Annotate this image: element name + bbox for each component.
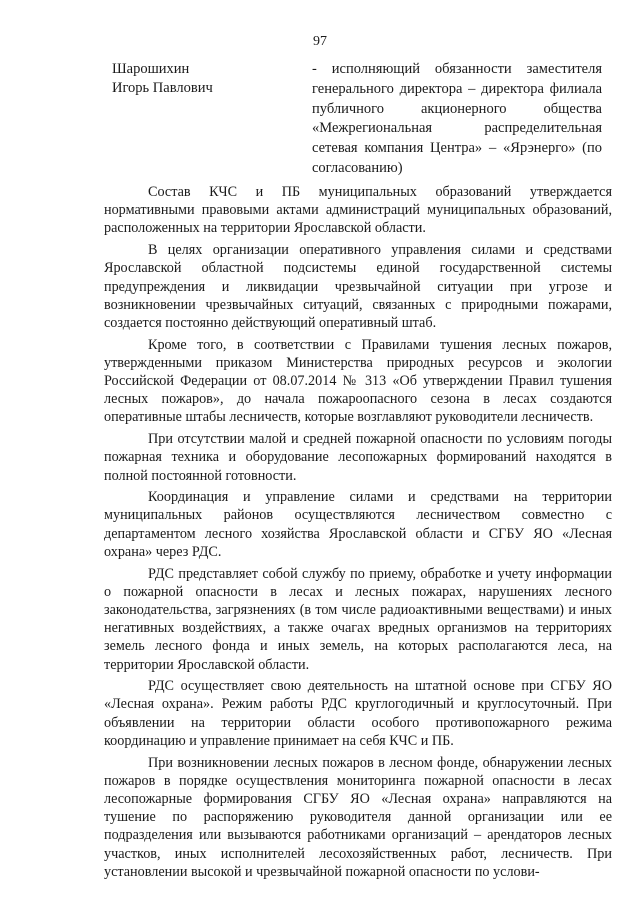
paragraph-commission-composition: Состав КЧС и ПБ муниципальных образований утверждается нормативными правовыми актами администраций муниципальных образований, расположенных на территории Ярославской области. (104, 184, 612, 237)
paragraph-forestry-headquarters: Кроме того, в соответствии с Правилами тушения лесных пожаров, утвержденными приказом Министерства природных ресурсов и экологии Российской Федерации от 08.07.2014 № 313 «Об утверждении Правил тушения лесных пожаров», до начала пожароопасного сезона в лесах создаются оперативные штабы лесничеств, которые возглавляют руководители лесничеств. (104, 336, 612, 426)
signatory-given-names: Игорь Павлович (112, 80, 213, 96)
body-text (104, 183, 612, 885)
paragraph-operational-headquarters: В целях организации оперативного управления силами и средствами Ярославской областной подсистемы единой государственной системы предупреждения и ликвидации чрезвычайной ситуации при угрозе и возникновении чрезвычайных ситуаций, связанных с природными пожарами, создается постоянно действующий оперативный штаб. (104, 242, 612, 331)
signatory-surname: Шарошихин (112, 61, 190, 77)
paragraph-rds-description: РДС представляет собой службу по приему, обработке и учету информации о пожарной опасности в лесах и лесных пожарах, нарушениях лесного законодательства, загрязнениях (в том числе радиоактивными веществами) и иных негативных воздействиях, а также очагах вредных организмов на территориях земель лесного фонда и иных земель, на которых располагаются леса, на территории Ярославской области. (104, 565, 612, 673)
paragraph-fire-response: При возникновении лесных пожаров в лесном фонде, обнаружении лесных пожаров в порядке осуществления мониторинга пожарной опасности в лесах лесопожарные формирования СГБУ ЯО «Лесная охрана» направляются на тушение по распоряжению руководителя данной организации или ее подразделения или вызываются работниками организаций – арендаторов лесных участков, иных исполнителей лесохозяйственных работ, лесничеств. При установлении высокой и чрезвычайной пожарной опасности по услови- (104, 754, 612, 880)
page-number: 97 (313, 34, 327, 49)
signatory-role: - исполняющий обязанности заместителя генерального директора – директора филиала публичного акционерного общества «Межрегиональная распределительная сетевая компания Центра» – «Ярэнерго» (по согласованию) (312, 61, 602, 176)
paragraph-coordination: Координация и управление силами и средствами на территории муниципальных районов осуществляются лесничеством совместно с департаментом лесного хозяйства Ярославской области и СГБУ ЯО «Лесная охрана» через РДС. (104, 489, 612, 560)
paragraph-low-fire-danger: При отсутствии малой и средней пожарной опасности по условиям погоды пожарная техника и оборудование лесопожарных формирований находятся в полной постоянной готовности. (104, 431, 612, 484)
paragraph-rds-operation: РДС осуществляет свою деятельность на штатной основе при СГБУ ЯО «Лесная охрана». Режим работы РДС круглогодичный и круглосуточный. При объявлении на территории области особого противопожарного режима координацию и управление принимает на себя КЧС и ПБ. (104, 678, 612, 749)
signatory-name (112, 60, 292, 98)
